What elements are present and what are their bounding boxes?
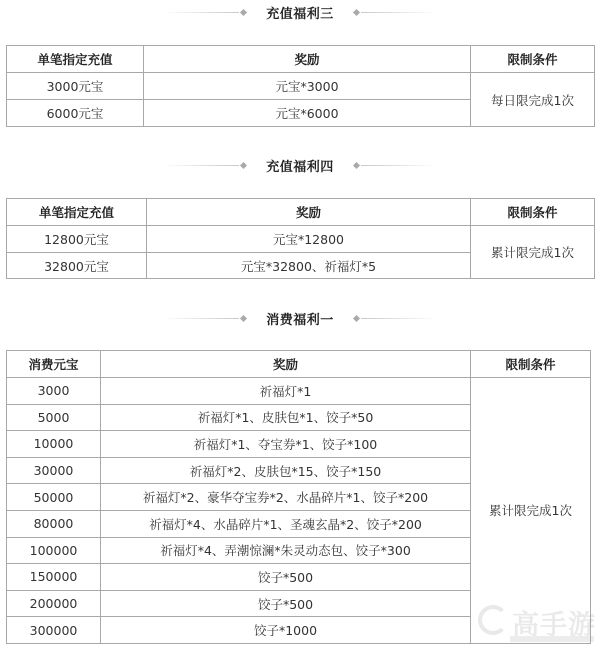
cell-condition: 累计限完成1次 [471,226,595,279]
cell-amount: 80000 [7,510,101,537]
cell-amount: 3000元宝 [7,73,144,100]
divider-line-left [163,12,239,13]
header-amount: 单笔指定充值 [7,199,147,226]
cell-reward: 祈福灯*1、皮肤包*1、饺子*50 [101,404,471,431]
cell-reward: 祈福灯*4、弄潮惊澜*朱灵动态包、饺子*300 [101,537,471,564]
header-condition: 限制条件 [471,351,591,378]
cell-amount: 6000元宝 [7,100,144,127]
consume-1-table [6,350,591,644]
cell-amount: 30000 [7,457,101,484]
section-title-recharge-3 [0,0,600,24]
cell-condition: 每日限完成1次 [471,73,595,127]
header-amount: 消费元宝 [7,351,101,378]
cell-reward: 元宝*32800、祈福灯*5 [147,253,471,279]
diamond-icon [353,161,360,168]
diamond-icon [353,8,360,15]
cell-reward: 元宝*6000 [144,100,471,127]
table-header-row [7,351,591,378]
divider-line-right [361,318,437,319]
section-title-consume-1 [0,306,600,330]
cell-amount: 10000 [7,431,101,458]
table-row [7,378,591,405]
header-reward: 奖励 [147,199,471,226]
section-heading: 消费福利一 [266,312,334,328]
diamond-icon [240,8,247,15]
cell-amount: 200000 [7,590,101,617]
cell-condition: 累计限完成1次 [471,378,591,644]
recharge-3-table [6,45,595,127]
table-header-row [7,199,595,226]
header-reward: 奖励 [144,46,471,73]
cell-reward: 元宝*3000 [144,73,471,100]
cell-reward: 饺子*1000 [101,617,471,644]
cell-reward: 祈福灯*2、皮肤包*15、饺子*150 [101,457,471,484]
section-heading: 充值福利三 [266,6,334,22]
divider-line-right [361,165,437,166]
header-reward: 奖励 [101,351,471,378]
header-condition: 限制条件 [471,199,595,226]
cell-reward: 祈福灯*1、夺宝券*1、饺子*100 [101,431,471,458]
table-header-row [7,46,595,73]
table-row [7,226,595,253]
cell-reward: 祈福灯*4、水晶碎片*1、圣魂玄晶*2、饺子*200 [101,510,471,537]
cell-reward: 饺子*500 [101,590,471,617]
section-heading: 充值福利四 [266,159,334,175]
cell-amount: 5000 [7,404,101,431]
divider-line-left [163,318,239,319]
diamond-icon [240,161,247,168]
cell-amount: 12800元宝 [7,226,147,253]
cell-amount: 32800元宝 [7,253,147,279]
diamond-icon [353,314,360,321]
divider-line-left [163,165,239,166]
diamond-icon [240,314,247,321]
header-condition: 限制条件 [471,46,595,73]
cell-reward: 祈福灯*2、豪华夺宝券*2、水晶碎片*1、饺子*200 [101,484,471,511]
cell-reward: 祈福灯*1 [101,378,471,405]
table-row [7,73,595,100]
recharge-4-table [6,198,595,279]
cell-reward: 元宝*12800 [147,226,471,253]
cell-amount: 100000 [7,537,101,564]
section-title-recharge-4 [0,153,600,177]
divider-line-right [361,12,437,13]
header-amount: 单笔指定充值 [7,46,144,73]
cell-amount: 50000 [7,484,101,511]
watermark-text: 高手游 [512,610,596,641]
cell-amount: 3000 [7,378,101,405]
cell-amount: 150000 [7,564,101,591]
cell-reward: 饺子*500 [101,564,471,591]
cell-amount: 300000 [7,617,101,644]
